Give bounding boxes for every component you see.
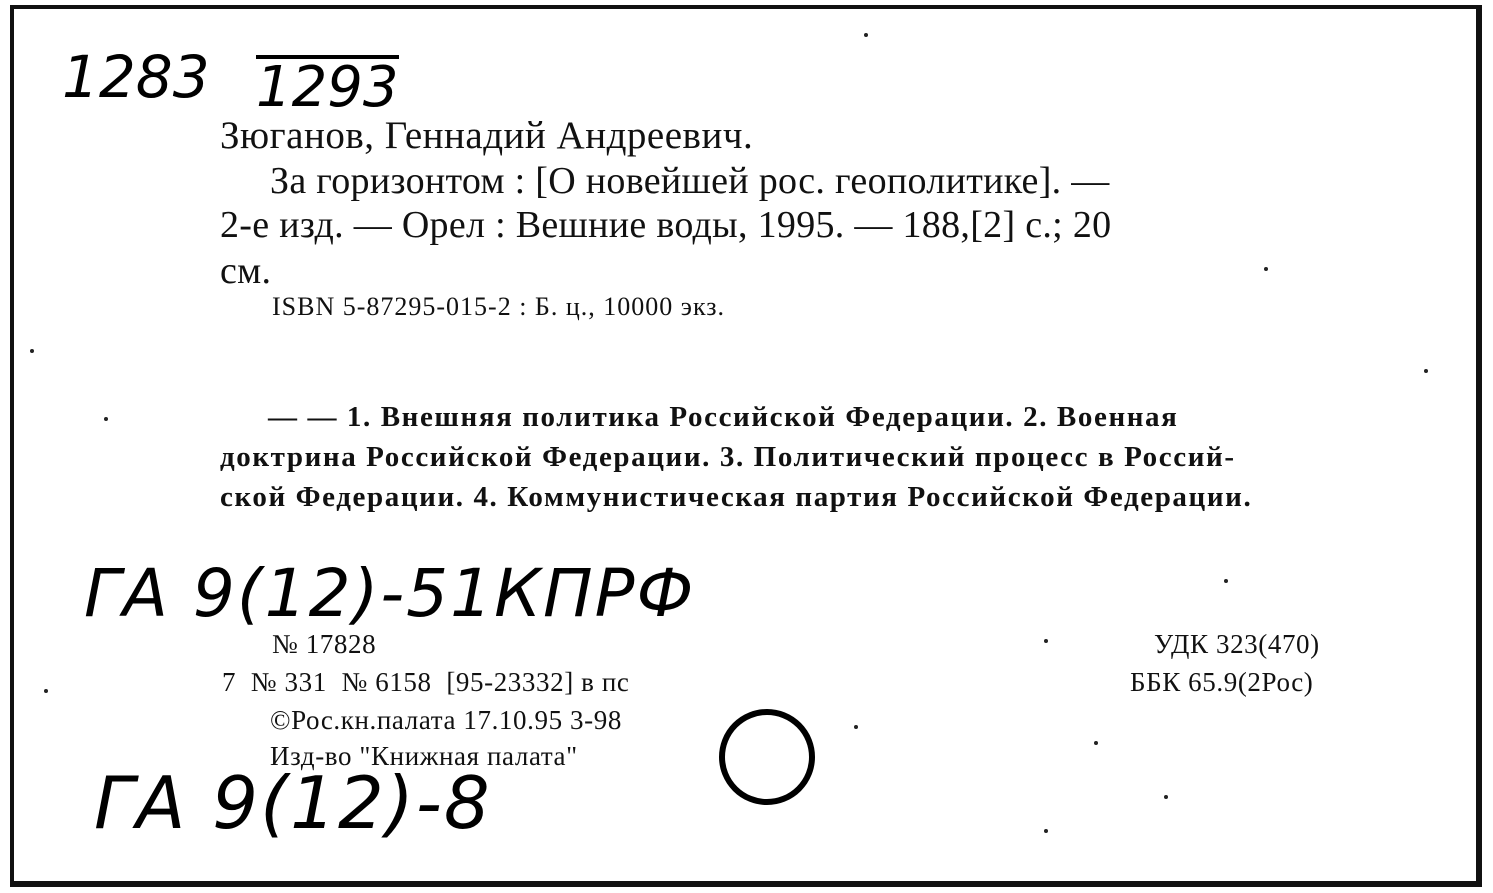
scan-speck bbox=[104, 417, 108, 421]
subjects-line-3: ской Федерации. 4. Коммунистическая партия Российской Федерации. bbox=[220, 481, 1253, 513]
scan-speck bbox=[1264, 267, 1268, 271]
scan-speck bbox=[1224, 579, 1228, 583]
title-line-2: 2-е изд. — Орел : Вешние воды, 1995. — 188,[2] с.; 20 bbox=[220, 204, 1112, 246]
registry-line: 7 № 331 № 6158 [95-23332] в пс bbox=[222, 667, 630, 697]
number-line: № 17828 bbox=[272, 629, 377, 659]
publisher-line: Изд-во "Книжная палата" bbox=[270, 741, 578, 771]
scan-speck bbox=[1164, 795, 1168, 799]
handwritten-shelfmark-2: ГА 9(12)-8 bbox=[94, 761, 492, 845]
title-line-3: см. bbox=[220, 250, 272, 292]
scan-speck bbox=[1044, 829, 1048, 833]
title-line-1: За горизонтом : [О новейшей рос. геополитике]. — bbox=[270, 160, 1110, 202]
handwritten-top-number: 1283 bbox=[62, 43, 210, 111]
handdrawn-circle bbox=[719, 709, 815, 805]
scan-speck bbox=[864, 33, 868, 37]
handwritten-top-number-alt: 1293 bbox=[256, 55, 399, 120]
udk-code: УДК 323(470) bbox=[1154, 629, 1320, 659]
scan-speck bbox=[1044, 639, 1048, 643]
isbn-line: ISBN 5-87295-015-2 : Б. ц., 10000 экз. bbox=[272, 292, 725, 321]
catalog-card bbox=[10, 5, 1482, 887]
scan-speck bbox=[44, 689, 48, 693]
scan-speck bbox=[1094, 741, 1098, 745]
subjects-line-2: доктрина Российской Федерации. 3. Политический процесс в Россий- bbox=[220, 441, 1236, 473]
scan-speck bbox=[854, 725, 858, 729]
subjects-line-1: — — 1. Внешняя политика Российской Федерации. 2. Военная bbox=[268, 401, 1179, 433]
scan-speck bbox=[30, 349, 34, 353]
author-heading: Зюганов, Геннадий Андреевич. bbox=[220, 114, 754, 157]
chamber-line: ©Рос.кн.палата 17.10.95 3-98 bbox=[270, 705, 622, 735]
handwritten-shelfmark-1: ГА 9(12)-51КПРФ bbox=[84, 555, 696, 632]
scan-speck bbox=[1424, 369, 1428, 373]
bbk-code: ББК 65.9(2Рос) bbox=[1130, 667, 1314, 697]
